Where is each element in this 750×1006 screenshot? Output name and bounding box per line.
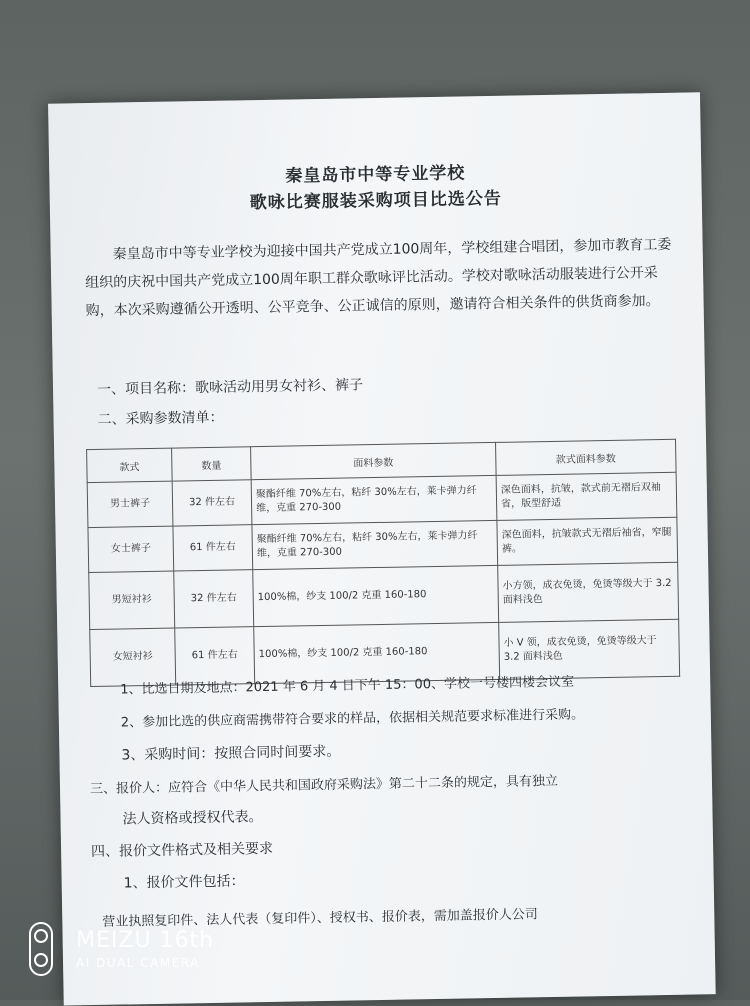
table-cell-fabric: 聚酯纤维 70%左右，粘纤 30%左右，莱卡弹力纤维，克重 270-300: [252, 520, 498, 569]
table-cell-style-fabric: 深色面料，抗皱款式无褶后袖省，窄腿裤。: [497, 517, 678, 565]
item-procurement-time: 3、采购时间：按照合同时间要求。: [121, 743, 341, 764]
table-cell-fabric: 100%棉，纱支 100/2 克重 160-180: [254, 622, 500, 683]
procurement-parameters-table: [86, 439, 680, 687]
section-project-name: 一、项目名称：歌咏活动用男女衬衫、裤子: [96, 377, 364, 398]
document-page: [48, 92, 716, 1005]
section-bidder-line2: 法人资格或授权代表。: [122, 809, 263, 828]
item-samples: 2、参加比选的供应商需携带符合要求的样品，依据相关规范要求标准进行采购。: [120, 707, 585, 731]
table-cell-style: 男短衬衫: [89, 571, 175, 629]
table-cell-style-fabric: 小方领，成衣免烫，免烫等级大于 3.2 面料浅色: [498, 562, 679, 622]
table-cell-style-fabric: 小 V 领，成衣免烫，免烫等级大于 3.2 面料浅色: [499, 619, 680, 679]
table-cell-fabric: 聚酯纤维 70%左右，粘纤 30%左右，莱卡弹力纤维，克重 270-300: [251, 475, 497, 524]
document-title-line1: 秦皇岛市中等专业学校: [285, 163, 466, 187]
section-bidder-line1: 三、报价人：应符合《中华人民共和国政府采购法》第二十二条的规定，具有独立: [89, 773, 559, 798]
section-procurement-list: 二、采购参数清单：: [97, 409, 224, 428]
table-cell-fabric: 100%棉，纱支 100/2 克重 160-180: [253, 565, 499, 626]
table-cell-style: 女短衬衫: [90, 628, 176, 686]
section-quote-format: 四、报价文件格式及相关要求: [90, 840, 274, 861]
table-cell-quantity: 32 件左右: [172, 480, 252, 526]
table-header-cell: 数量: [172, 447, 252, 481]
quote-docs-heading: 1、报价文件包括：: [123, 873, 245, 892]
table-cell-quantity: 61 件左右: [173, 525, 253, 571]
document-title-line2: 歌咏比赛服装采购项目比选公告: [249, 188, 502, 214]
table-cell-style-fabric: 深色面料，抗皱，款式前无褶后双袖省，版型舒适: [496, 472, 677, 520]
table-row: [89, 562, 679, 629]
table-header-cell: 面料参数: [251, 442, 497, 479]
intro-paragraph: 秦皇岛市中等专业学校为迎接中国共产党成立100周年，学校组建合唱团，参加市教育工委组织的庆祝中国共产党成立100周年职工群众歌咏评比活动。学校对歌咏活动服装进行公开采购，本次采购遵循公开透明、公平竞争、公正诚信的原则，邀请符合相关条件的供货商参加。: [85, 236, 672, 320]
dual-camera-icon: [28, 922, 54, 976]
table-header-cell: 款式面料参数: [496, 439, 677, 475]
camera-watermark-brand: MEIZU 16th: [76, 928, 215, 953]
table-cell-style: 女士裤子: [88, 526, 174, 572]
table-cell-style: 男士裤子: [87, 481, 173, 527]
item-date-location: 1、比选日期及地点：2021 年 6 月 4 日下午 15：00、学校一号楼四楼会议室: [120, 674, 575, 698]
camera-watermark-subtitle: AI DUAL CAMERA: [76, 956, 200, 970]
table-cell-quantity: 32 件左右: [174, 570, 254, 628]
table-header-cell: 款式: [87, 448, 173, 482]
quote-docs-list: 营业执照复印件、法人代表（复印件）、授权书、报价表，需加盖报价人公司: [102, 907, 538, 930]
table-cell-quantity: 61 件左右: [175, 627, 255, 685]
